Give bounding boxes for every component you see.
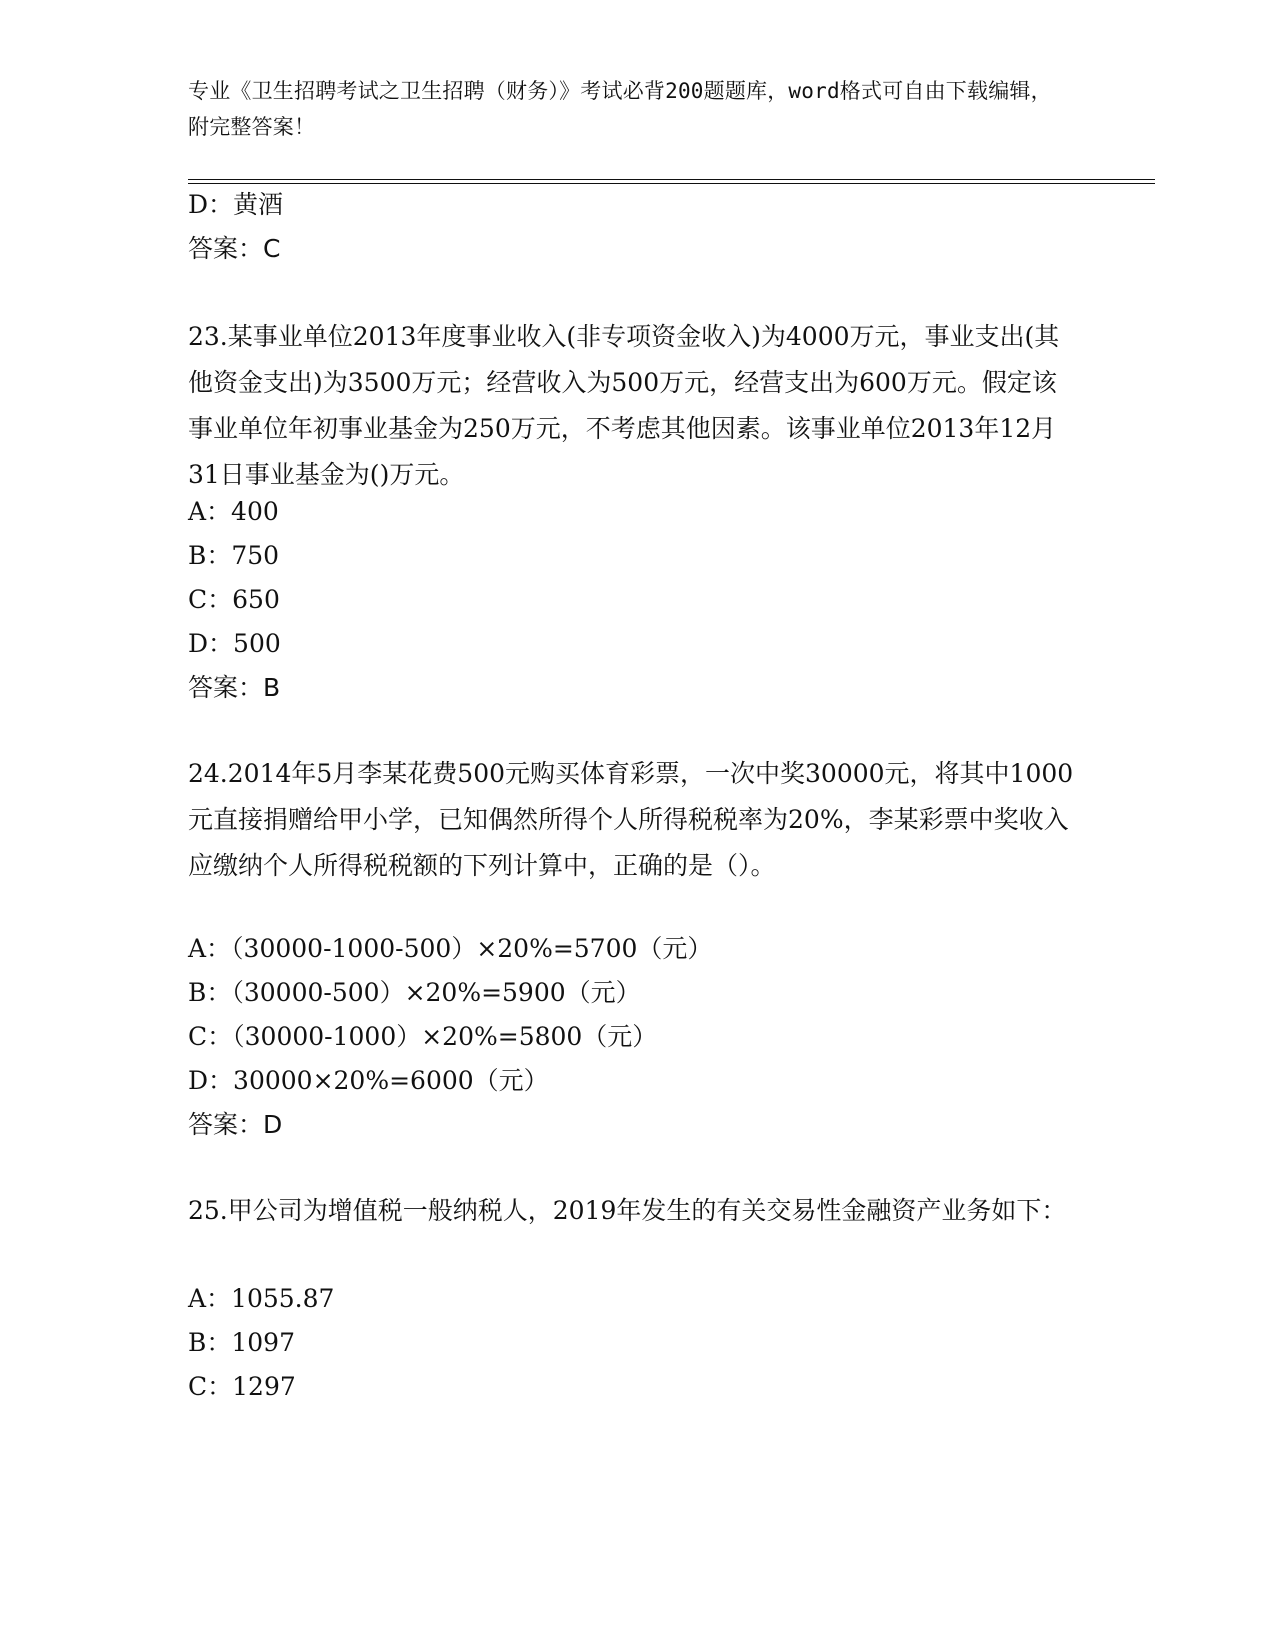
question-25-option-b: B：1097 <box>188 1328 295 1357</box>
question-23-option-b: B：750 <box>188 541 280 570</box>
prev-answer: 答案：C <box>188 234 281 263</box>
question-24-option-d: D：30000×20%=6000（元） <box>188 1066 549 1095</box>
question-24-answer: 答案：D <box>188 1110 283 1139</box>
question-25-option-a: A：1055.87 <box>188 1284 335 1313</box>
header-rule-top <box>188 179 1155 180</box>
question-23-option-a: A：400 <box>188 497 279 526</box>
header-rule-bottom <box>188 183 1155 184</box>
question-23-option-c: C：650 <box>188 585 280 614</box>
question-24-option-c: C：（30000-1000）×20%=5800（元） <box>188 1022 658 1051</box>
prev-option-d: D：黄酒 <box>188 190 284 219</box>
question-23-answer: 答案：B <box>188 673 281 702</box>
question-24-text: 24.2014年5月李某花费500元购买体育彩票，一次中奖30000元，将其中1000元直接捐赠给甲小学，已知偶然所得个人所得税税率为20%，李某彩票中奖收入应缴纳个人所得税税额的下列计算中，正确的是（）。 <box>188 759 1074 880</box>
question-23-option-d: D：500 <box>188 629 281 658</box>
document-header: 专业《卫生招聘考试之卫生招聘（财务）》考试必背200题题库，word格式可自由下载编辑，附完整答案！ <box>188 79 1052 139</box>
question-24-option-b: B：（30000-500）×20%=5900（元） <box>188 978 641 1007</box>
question-24-option-a: A：（30000-1000-500）×20%=5700（元） <box>188 934 713 963</box>
question-25-text: 25.甲公司为增值税一般纳税人，2019年发生的有关交易性金融资产业务如下： <box>188 1196 1067 1225</box>
question-25-option-c: C：1297 <box>188 1372 296 1401</box>
question-23-text: 23.某事业单位2013年度事业收入(非专项资金收入)为4000万元，事业支出(其他资金支出)为3500万元；经营收入为500万元，经营支出为600万元。假定该事业单位年初事业基金为250万元，不考虑其他因素。该事业单位2013年12月31日事业基金为()万元。 <box>188 322 1060 489</box>
